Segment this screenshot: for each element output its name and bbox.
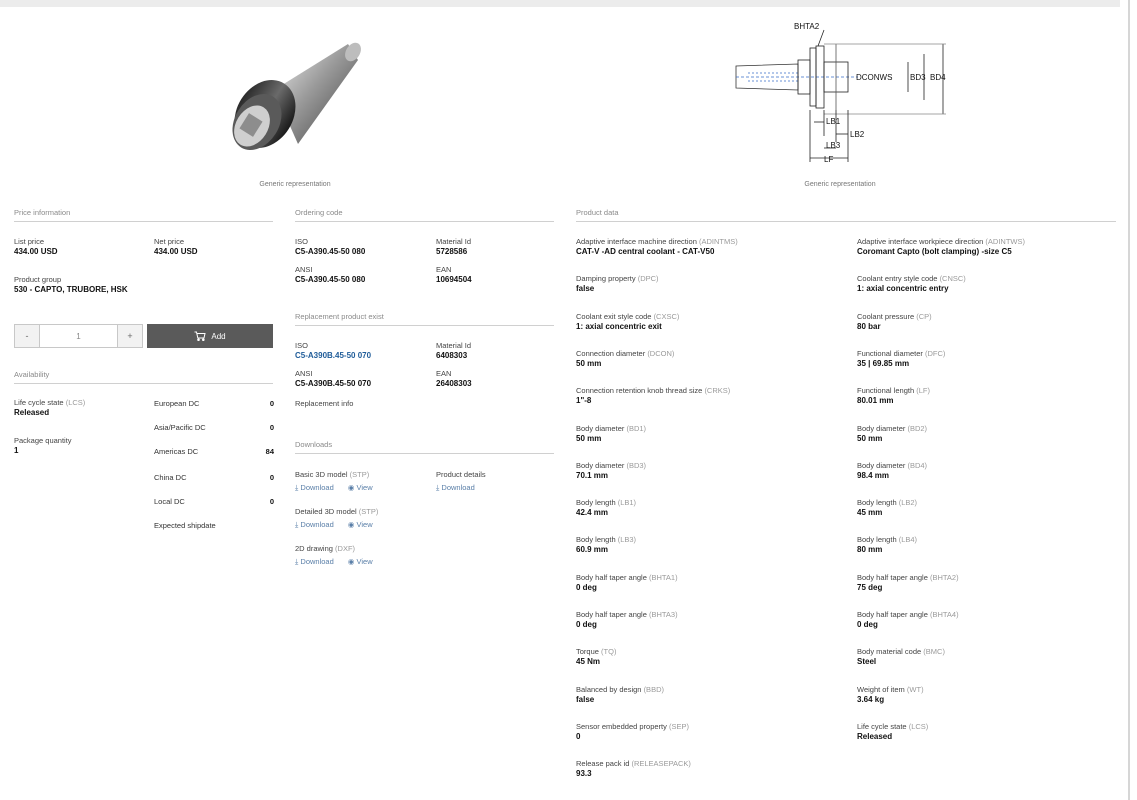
replacement-ean: EAN 26408303	[436, 369, 472, 388]
field-label: Torque	[576, 647, 599, 657]
field-label: Body half taper angle	[576, 610, 647, 619]
net-price: Net price 434.00 USD	[154, 237, 198, 256]
field-value: 1"-8	[576, 396, 592, 406]
field-value: 60.9 mm	[576, 545, 609, 555]
field-code: (DCON)	[647, 348, 675, 358]
field-label: Adaptive interface machine direction	[576, 237, 697, 246]
field-label: Damping property	[576, 274, 636, 284]
field-value: 50 mm	[857, 433, 883, 443]
field-value: 50 mm	[576, 358, 602, 368]
field-value: 70.1 mm	[576, 470, 609, 480]
2d-drawing-links	[295, 557, 385, 567]
product-data-field	[857, 274, 1117, 294]
field-label: Coolant entry style code	[857, 274, 938, 284]
field-value: 0	[576, 731, 581, 741]
field-value: 45 mm	[857, 508, 883, 518]
field-code: (ADINTMS)	[699, 237, 738, 246]
left-image-caption: Generic representation	[259, 181, 331, 188]
field-code: (BHTA1)	[648, 572, 678, 582]
field-label: Body length	[857, 498, 897, 508]
replacement-section-title: Replacement product exist	[295, 312, 554, 326]
product-data-field	[857, 573, 1117, 593]
ordering-material-id: Material Id 5728586	[436, 237, 472, 256]
product-data-field	[857, 424, 1117, 444]
product-data-field	[576, 274, 836, 294]
product-data-field	[857, 237, 1117, 257]
product-data-field	[857, 685, 1117, 705]
product-data-section-title: Product data	[576, 208, 1116, 222]
drawing-label-bd4: BD4	[930, 73, 946, 82]
detailed-3d-download-link[interactable]: ⤓ Download	[295, 520, 334, 529]
price-section-title: Price information	[14, 208, 273, 222]
product-data-field	[857, 610, 1117, 630]
field-label: Life cycle state	[857, 721, 907, 731]
field-value: Steel	[857, 657, 877, 667]
product-data-field	[857, 722, 1117, 742]
field-code: (BD1)	[626, 423, 647, 433]
dc-row-china: China DC 0	[154, 473, 274, 482]
basic-3d-view-link[interactable]: ◉ View	[347, 483, 373, 492]
product-data-field	[576, 759, 836, 779]
product-data-field	[576, 312, 836, 332]
detailed-3d-view-link[interactable]: ◉ View	[347, 520, 373, 529]
scrollbar[interactable]	[1128, 0, 1130, 800]
product-details-links	[436, 483, 487, 493]
field-label: Functional diameter	[857, 348, 923, 358]
product-data-field	[857, 498, 1117, 518]
field-label: Connection retention knob thread size	[576, 386, 703, 396]
replacement-info[interactable]: Replacement info	[295, 399, 354, 408]
field-label: Connection diameter	[576, 348, 646, 358]
field-value: false	[576, 284, 595, 294]
field-value: 75 deg	[857, 582, 883, 592]
field-code: (RELEASEPACK)	[631, 759, 691, 769]
field-label: Release pack id	[576, 759, 630, 769]
field-label: Body length	[857, 535, 897, 545]
dc-row-local: Local DC 0	[154, 497, 274, 506]
field-value: 3.64 kg	[857, 694, 885, 704]
add-button-label: Add	[211, 331, 226, 341]
expected-shipdate: Expected shipdate	[154, 521, 216, 530]
product-data-field	[857, 461, 1117, 481]
field-label: Body material code	[857, 647, 922, 657]
field-label: Body length	[576, 498, 616, 508]
increment-button[interactable]: +	[118, 325, 142, 347]
product-data-field	[576, 237, 836, 257]
product-data-field	[576, 573, 836, 593]
field-label: Body half taper angle	[857, 572, 928, 582]
field-code: (BD4)	[907, 460, 928, 470]
field-code: (BD3)	[626, 460, 647, 470]
2d-drawing-view-link[interactable]: ◉ View	[347, 557, 373, 566]
field-value: 80 mm	[857, 545, 883, 555]
quantity-input[interactable]: 1	[39, 325, 118, 347]
field-code: (LB3)	[617, 535, 637, 545]
field-code: (CNSC)	[939, 274, 966, 284]
product-data-field	[576, 535, 836, 555]
decrement-button[interactable]: -	[15, 325, 39, 347]
field-label: Body half taper angle	[576, 572, 647, 582]
field-code: (BD2)	[907, 423, 928, 433]
field-label: Coolant pressure	[857, 311, 915, 321]
field-label: Body diameter	[857, 423, 906, 433]
field-value: 50 mm	[576, 433, 602, 443]
availability-section-title: Availability	[14, 370, 273, 384]
field-code: (LF)	[916, 386, 930, 396]
field-value: 1: axial concentric entry	[857, 284, 949, 294]
product-data-field	[576, 386, 836, 406]
field-code: (CXSC)	[653, 311, 680, 321]
field-code: (LB1)	[617, 498, 637, 508]
drawing-label-lb3: LB3	[826, 141, 841, 150]
field-value: 0 deg	[576, 620, 597, 629]
list-price: List price 434.00 USD	[14, 237, 58, 256]
product-group: Product group 530 - CAPTO, TRUBORE, HSK	[14, 275, 128, 294]
field-code: (DFC)	[924, 348, 946, 358]
field-code: (ADINTWS)	[985, 237, 1025, 246]
field-value: Released	[857, 731, 893, 741]
field-value: 0 deg	[857, 620, 878, 629]
drawing-label-lf: LF	[824, 155, 834, 164]
field-label: Coolant exit style code	[576, 311, 652, 321]
product-data-field	[576, 722, 836, 742]
add-to-cart-button[interactable]	[147, 324, 273, 348]
product-data-field	[857, 312, 1117, 332]
replacement-iso: ISO C5-A390B.45-50 070	[295, 341, 372, 360]
field-code: (BHTA3)	[648, 610, 678, 619]
dc-row-asia-pacific: Asia/Pacific DC 0	[154, 423, 274, 432]
drawing-label-bd3: BD3	[910, 73, 926, 82]
product-data-field	[576, 349, 836, 369]
basic-3d-model: Basic 3D model (STP)	[295, 470, 370, 479]
field-label: Body length	[576, 535, 616, 545]
package-quantity: Package quantity 1	[14, 436, 72, 455]
top-bar	[0, 0, 1120, 7]
drawing-label-dconws: DCONWS	[856, 73, 893, 82]
field-code: (LB2)	[898, 498, 918, 508]
ordering-section-title: Ordering code	[295, 208, 554, 222]
field-label: Balanced by design	[576, 684, 642, 694]
field-value: Coromant Capto (bolt clamping) -size C5	[857, 247, 1012, 256]
field-label: Body diameter	[857, 460, 906, 470]
product-data-field	[576, 461, 836, 481]
field-value: 80 bar	[857, 321, 881, 331]
replacement-ansi: ANSI C5-A390B.45-50 070	[295, 369, 372, 388]
field-label: Body half taper angle	[857, 610, 928, 619]
dc-row-americas: Americas DC 84	[154, 447, 274, 456]
quantity-stepper[interactable]	[14, 324, 143, 348]
field-code: (CRKS)	[704, 386, 731, 396]
ordering-ean: EAN 10694504	[436, 265, 472, 284]
product-data-field	[857, 647, 1117, 667]
product-data-field	[576, 424, 836, 444]
field-value: 93.3	[576, 769, 592, 779]
field-code: (TQ)	[601, 647, 617, 657]
field-value: 1: axial concentric exit	[576, 321, 662, 331]
field-code: (BHTA4)	[929, 610, 959, 619]
product-details: Product details	[436, 470, 486, 479]
field-code: (DPC)	[637, 274, 659, 284]
product-data-field	[576, 610, 836, 630]
product-data-field	[857, 386, 1117, 406]
drawing-label-lb2: LB2	[850, 130, 865, 139]
2d-drawing-download-link[interactable]: ⤓ Download	[295, 557, 334, 566]
replacement-material-id: Material Id 6408303	[436, 341, 472, 360]
product-data-field	[576, 685, 836, 705]
product-data-field	[576, 647, 836, 667]
ordering-iso: ISO C5-A390.45-50 080	[295, 237, 366, 256]
basic-3d-links	[295, 483, 385, 493]
product-data-field	[576, 498, 836, 518]
basic-3d-download-link[interactable]: ⤓ Download	[295, 483, 334, 492]
field-label: Body diameter	[576, 423, 625, 433]
detailed-3d-model: Detailed 3D model (STP)	[295, 507, 379, 516]
field-label: Adaptive interface workpiece direction	[857, 237, 984, 246]
field-code: (LCS)	[908, 721, 929, 731]
field-value: false	[576, 694, 595, 704]
field-value: 45 Nm	[576, 657, 601, 667]
product-image	[210, 32, 370, 162]
field-value: 42.4 mm	[576, 508, 609, 518]
product-data-field	[857, 349, 1117, 369]
field-label: Weight of item	[857, 684, 905, 694]
drawing-label-lb1: LB1	[826, 117, 841, 126]
field-value: CAT-V -AD central coolant - CAT-V50	[576, 247, 715, 256]
ordering-ansi: ANSI C5-A390.45-50 080	[295, 265, 366, 284]
technical-drawing	[728, 18, 958, 168]
field-code: (LB4)	[898, 535, 918, 545]
field-code: (CP)	[916, 311, 932, 321]
field-label: Sensor embedded property	[576, 721, 667, 731]
field-code: (BBD)	[643, 684, 664, 694]
field-code: (BHTA2)	[929, 572, 959, 582]
field-code: (WT)	[906, 684, 924, 694]
cart-icon	[194, 331, 206, 341]
downloads-section-title: Downloads	[295, 440, 554, 454]
field-value: 35 | 69.85 mm	[857, 358, 910, 368]
product-data-field	[857, 535, 1117, 555]
field-code: (SEP)	[668, 721, 689, 731]
detailed-3d-links	[295, 520, 385, 530]
product-details-download-link[interactable]: ⤓ Download	[436, 483, 475, 492]
2d-drawing: 2D drawing (DXF)	[295, 544, 356, 553]
right-image-caption: Generic representation	[804, 181, 876, 188]
field-code: (BMC)	[923, 647, 945, 657]
drawing-label-bhta2: BHTA2	[794, 22, 820, 31]
lifecycle-state: Life cycle state (LCS) Released	[14, 398, 86, 417]
field-value: 80.01 mm	[857, 396, 894, 406]
field-label: Body diameter	[576, 460, 625, 470]
field-label: Functional length	[857, 386, 915, 396]
field-value: 98.4 mm	[857, 470, 890, 480]
replacement-iso-link[interactable]: C5-A390B.45-50 070	[295, 351, 372, 360]
field-value: 0 deg	[576, 582, 597, 592]
dc-row-europe: European DC 0	[154, 399, 274, 408]
